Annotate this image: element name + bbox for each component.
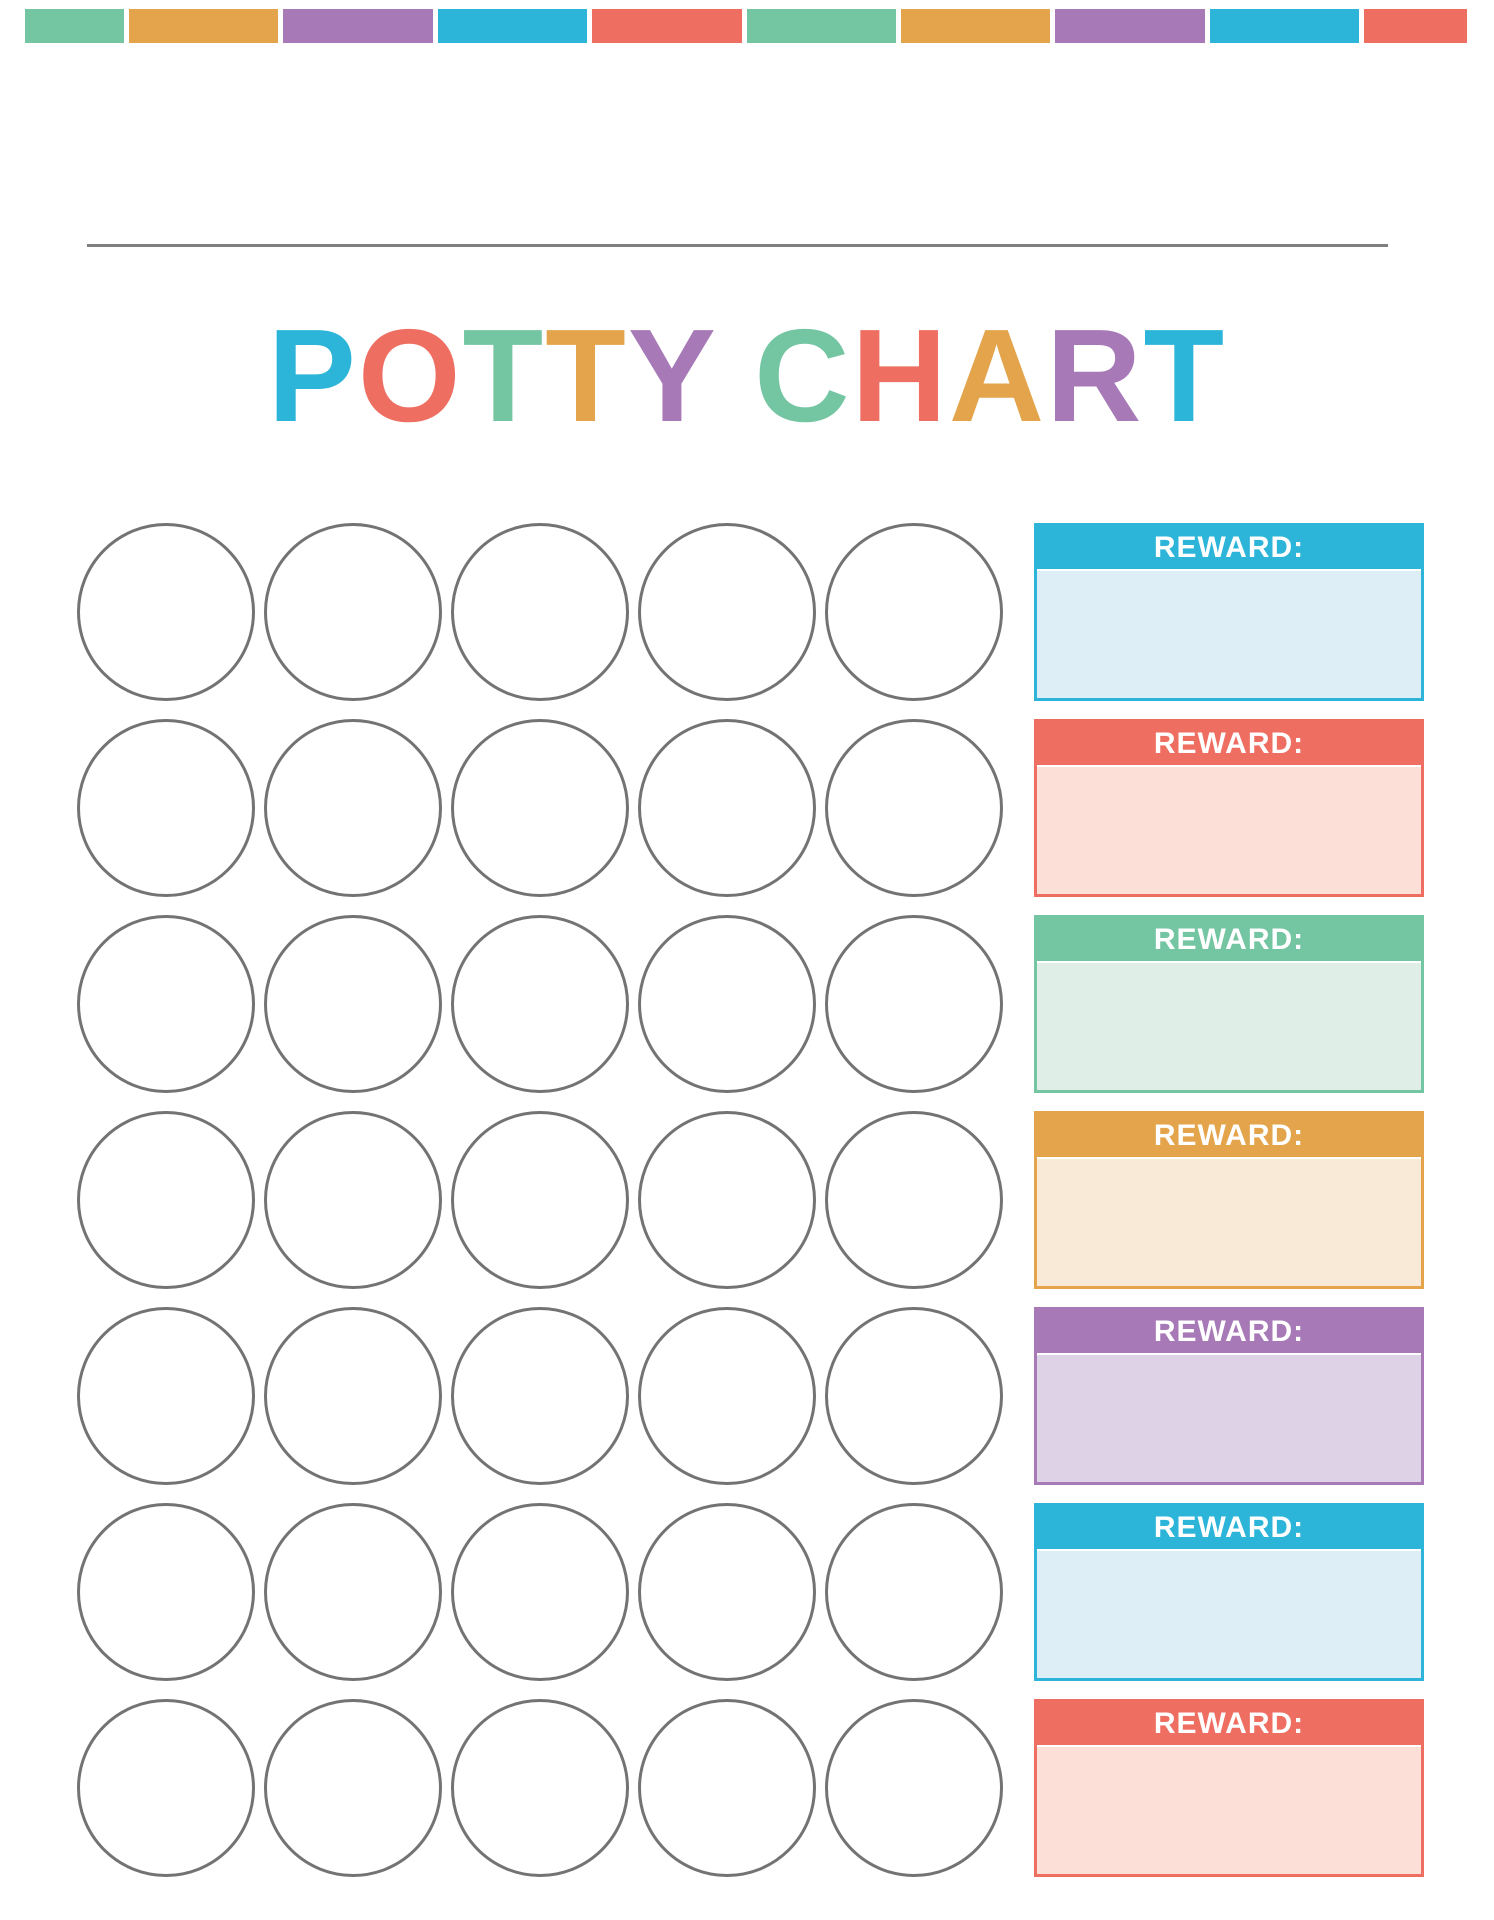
sticker-circle[interactable]: [451, 1503, 629, 1681]
title-letter: T: [462, 302, 546, 449]
sticker-circle[interactable]: [825, 523, 1003, 701]
reward-card: [1034, 1699, 1424, 1877]
sticker-circle[interactable]: [77, 915, 255, 1093]
sticker-circle[interactable]: [638, 1699, 816, 1877]
reward-input-area[interactable]: [1037, 765, 1421, 894]
reward-card: [1034, 1307, 1424, 1485]
title-letter: [716, 302, 755, 449]
reward-label: REWARD:: [1153, 530, 1305, 564]
reward-card: [1034, 523, 1424, 701]
reward-header: [1037, 1506, 1421, 1549]
sticker-circle[interactable]: [825, 1503, 1003, 1681]
reward-input-area[interactable]: [1037, 1549, 1421, 1678]
sticker-circle[interactable]: [77, 1307, 255, 1485]
reward-list: [1034, 523, 1424, 1895]
title-letter: Y: [627, 302, 716, 449]
reward-input-area[interactable]: [1037, 1157, 1421, 1286]
sticker-circle[interactable]: [264, 1111, 442, 1289]
reward-label: REWARD:: [1153, 922, 1305, 956]
sticker-circle[interactable]: [77, 1503, 255, 1681]
sticker-circle[interactable]: [77, 1111, 255, 1289]
reward-card: [1034, 1503, 1424, 1681]
decorative-color-strip: [25, 9, 1467, 43]
sticker-circle[interactable]: [264, 1503, 442, 1681]
reward-header: [1037, 526, 1421, 569]
reward-card: [1034, 1111, 1424, 1289]
reward-label: REWARD:: [1153, 1706, 1305, 1740]
reward-header: [1037, 722, 1421, 765]
sticker-circle[interactable]: [825, 719, 1003, 897]
title-letter: O: [357, 302, 463, 449]
sticker-circle[interactable]: [77, 719, 255, 897]
name-line[interactable]: [87, 244, 1388, 247]
reward-label: REWARD:: [1153, 1510, 1305, 1544]
sticker-circle[interactable]: [638, 719, 816, 897]
sticker-circle[interactable]: [451, 1699, 629, 1877]
reward-card: [1034, 915, 1424, 1093]
title-letter: A: [948, 302, 1047, 449]
color-strip-block: [901, 9, 1050, 43]
reward-header: [1037, 1702, 1421, 1745]
title-letter: H: [851, 302, 949, 449]
reward-card: [1034, 719, 1424, 897]
sticker-circle[interactable]: [264, 1307, 442, 1485]
reward-header: [1037, 918, 1421, 961]
sticker-circle[interactable]: [451, 719, 629, 897]
color-strip-block: [129, 9, 278, 43]
title-letter: T: [545, 302, 628, 449]
color-strip-block: [592, 9, 741, 43]
color-strip-block: [1364, 9, 1467, 43]
reward-header: [1037, 1310, 1421, 1353]
title-letter: C: [754, 302, 852, 449]
reward-header: [1037, 1114, 1421, 1157]
color-strip-block: [1055, 9, 1204, 43]
color-strip-block: [438, 9, 587, 43]
sticker-circle-grid: [77, 523, 1003, 1877]
reward-label: REWARD:: [1153, 1118, 1305, 1152]
reward-input-area[interactable]: [1037, 1353, 1421, 1482]
sticker-circle[interactable]: [638, 1503, 816, 1681]
sticker-circle[interactable]: [825, 1111, 1003, 1289]
reward-label: REWARD:: [1153, 1314, 1305, 1348]
sticker-circle[interactable]: [638, 1307, 816, 1485]
page-title: [0, 302, 1494, 449]
sticker-circle[interactable]: [451, 915, 629, 1093]
reward-input-area[interactable]: [1037, 961, 1421, 1090]
sticker-circle[interactable]: [825, 915, 1003, 1093]
sticker-circle[interactable]: [638, 1111, 816, 1289]
reward-input-area[interactable]: [1037, 569, 1421, 698]
sticker-circle[interactable]: [77, 523, 255, 701]
color-strip-block: [25, 9, 124, 43]
reward-label: REWARD:: [1153, 726, 1305, 760]
reward-input-area[interactable]: [1037, 1745, 1421, 1874]
sticker-circle[interactable]: [264, 1699, 442, 1877]
sticker-circle[interactable]: [638, 915, 816, 1093]
sticker-circle[interactable]: [451, 523, 629, 701]
color-strip-block: [747, 9, 896, 43]
sticker-circle[interactable]: [638, 523, 816, 701]
sticker-circle[interactable]: [77, 1699, 255, 1877]
color-strip-block: [283, 9, 432, 43]
sticker-circle[interactable]: [451, 1111, 629, 1289]
title-letter: R: [1046, 302, 1144, 449]
sticker-circle[interactable]: [264, 523, 442, 701]
sticker-circle[interactable]: [264, 915, 442, 1093]
sticker-circle[interactable]: [451, 1307, 629, 1485]
sticker-circle[interactable]: [825, 1699, 1003, 1877]
color-strip-block: [1210, 9, 1359, 43]
title-letter: P: [267, 302, 358, 449]
sticker-circle[interactable]: [825, 1307, 1003, 1485]
title-letter: T: [1143, 302, 1227, 449]
sticker-circle[interactable]: [264, 719, 442, 897]
